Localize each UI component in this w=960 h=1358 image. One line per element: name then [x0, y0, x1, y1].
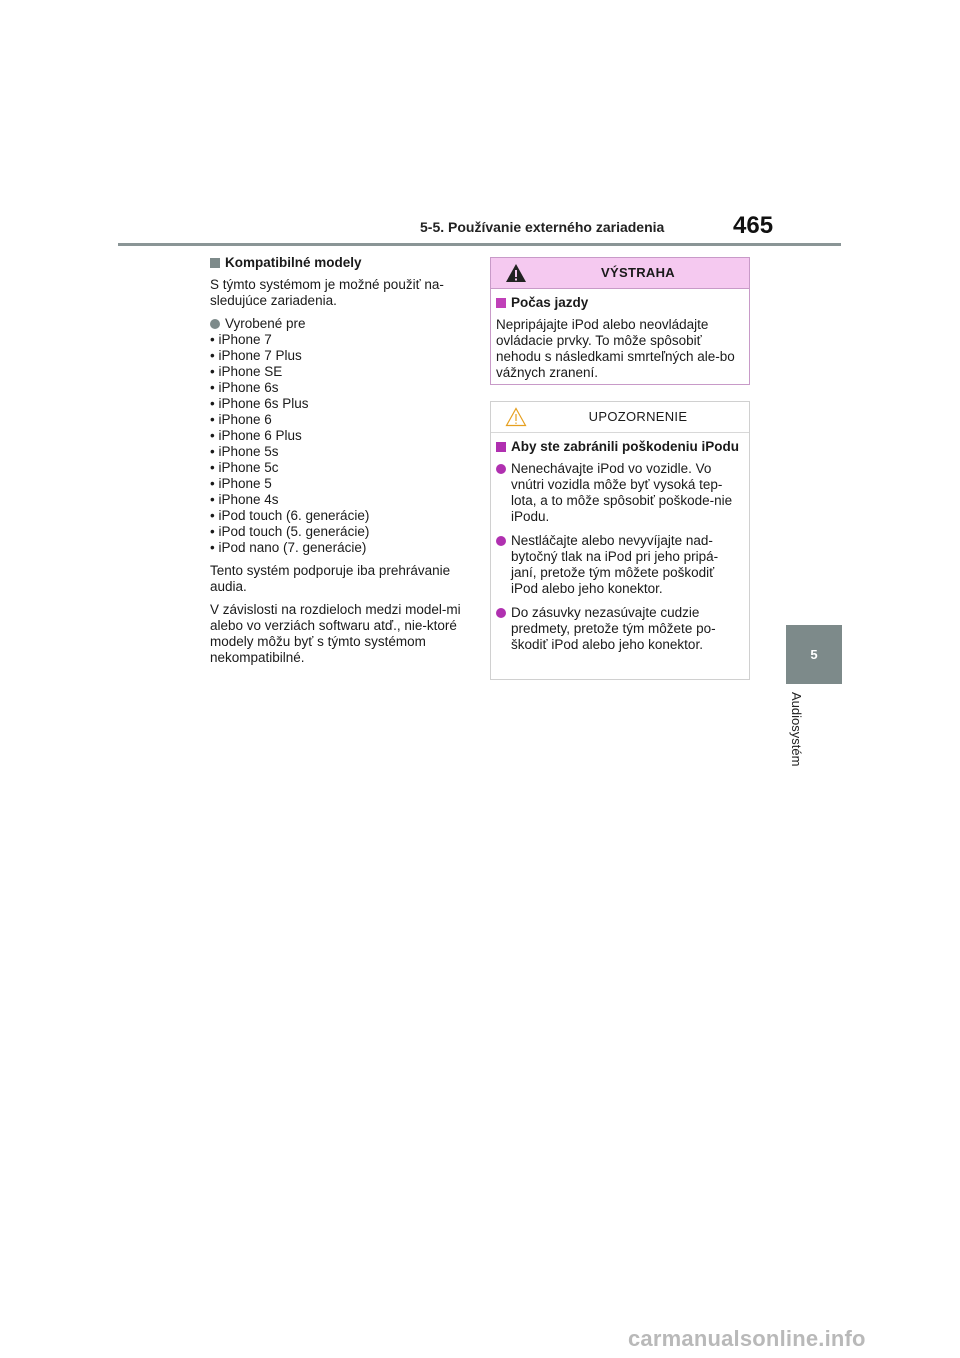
list-item: • iPhone 5s — [210, 444, 279, 459]
chapter-tab[interactable] — [786, 625, 842, 684]
list-item: • iPhone 7 — [210, 332, 272, 347]
list-item: • iPhone 6s Plus — [210, 396, 309, 411]
square-bullet-icon — [496, 298, 506, 308]
square-bullet-icon — [496, 442, 506, 452]
device-list — [210, 332, 468, 556]
circle-bullet-icon — [496, 464, 506, 474]
watermark: carmanualsonline.info — [628, 1326, 866, 1351]
compatible-models-section — [210, 255, 468, 673]
section-title: 5-5. Používanie externého zariadenia — [420, 219, 665, 235]
notice-item: Do zásuvky nezasúvajte cudzie predmety, pretože tým môžete po-škodiť iPod alebo jeho konektor. — [496, 605, 743, 653]
warning-triangle-icon — [505, 263, 527, 283]
warning-title: VÝSTRAHA — [601, 265, 675, 280]
audio-only-note: Tento systém podporuje iba prehrávanie audia. — [210, 563, 451, 594]
warning-header — [491, 258, 749, 289]
list-item: • iPhone 6s — [210, 380, 279, 395]
warning-box — [490, 257, 750, 385]
chapter-label: Audiosystém — [789, 692, 804, 767]
compatible-models-heading: Kompatibilné modely — [210, 255, 468, 271]
circle-bullet-icon — [496, 608, 506, 618]
notice-title: UPOZORNENIE — [588, 409, 688, 424]
circle-bullet-icon — [210, 319, 220, 329]
notice-item: Nenechávajte iPod vo vozidle. Vo vnútri vozidla môže byť vysoká tep-lota, a to môže spôsobiť poškode-nie iPodu. — [496, 461, 743, 525]
incompatibility-note: V závislosti na rozdieloch medzi model-mi alebo vo verziách softwaru atď., nie-ktoré modely môžu byť s týmto systémom nekompatibilné. — [210, 602, 461, 665]
notice-item: Nestláčajte alebo nevyvíjajte nad-bytočný tlak na iPod pri jeho pripá-janí, pretože tým môžete poškodiť iPod alebo jeho konektor. — [496, 533, 743, 597]
header-divider — [118, 243, 841, 246]
circle-bullet-icon — [496, 536, 506, 546]
list-item: • iPhone SE — [210, 364, 283, 379]
notice-heading: Aby ste zabránili poškodeniu iPodu — [496, 439, 743, 455]
warning-heading: Počas jazdy — [496, 295, 743, 311]
square-bullet-icon — [210, 258, 220, 268]
list-item: • iPod touch (6. generácie) — [210, 508, 370, 523]
list-item: • iPhone 4s — [210, 492, 279, 507]
list-item: • iPhone 6 Plus — [210, 428, 302, 443]
made-for-heading: Vyrobené pre — [210, 316, 468, 332]
list-item: • iPod nano (7. generácie) — [210, 540, 367, 555]
warning-text: Nepripájajte iPod alebo neovládajte ovládacie prvky. To môže spôsobiť nehodu s následkami smrteľných ale-bo vážnych zranení. — [496, 317, 735, 380]
caution-triangle-icon — [505, 407, 527, 427]
list-item: • iPhone 5 — [210, 476, 272, 491]
list-item: • iPhone 6 — [210, 412, 272, 427]
notice-header — [491, 402, 749, 433]
notice-box — [490, 401, 750, 680]
list-item: • iPhone 5c — [210, 460, 279, 475]
compatible-intro: S týmto systémom je možné použiť na-sledujúce zariadenia. — [210, 277, 444, 308]
page-number: 465 — [733, 212, 774, 239]
chapter-number: 5 — [810, 647, 818, 662]
list-item: • iPod touch (5. generácie) — [210, 524, 370, 539]
list-item: • iPhone 7 Plus — [210, 348, 302, 363]
